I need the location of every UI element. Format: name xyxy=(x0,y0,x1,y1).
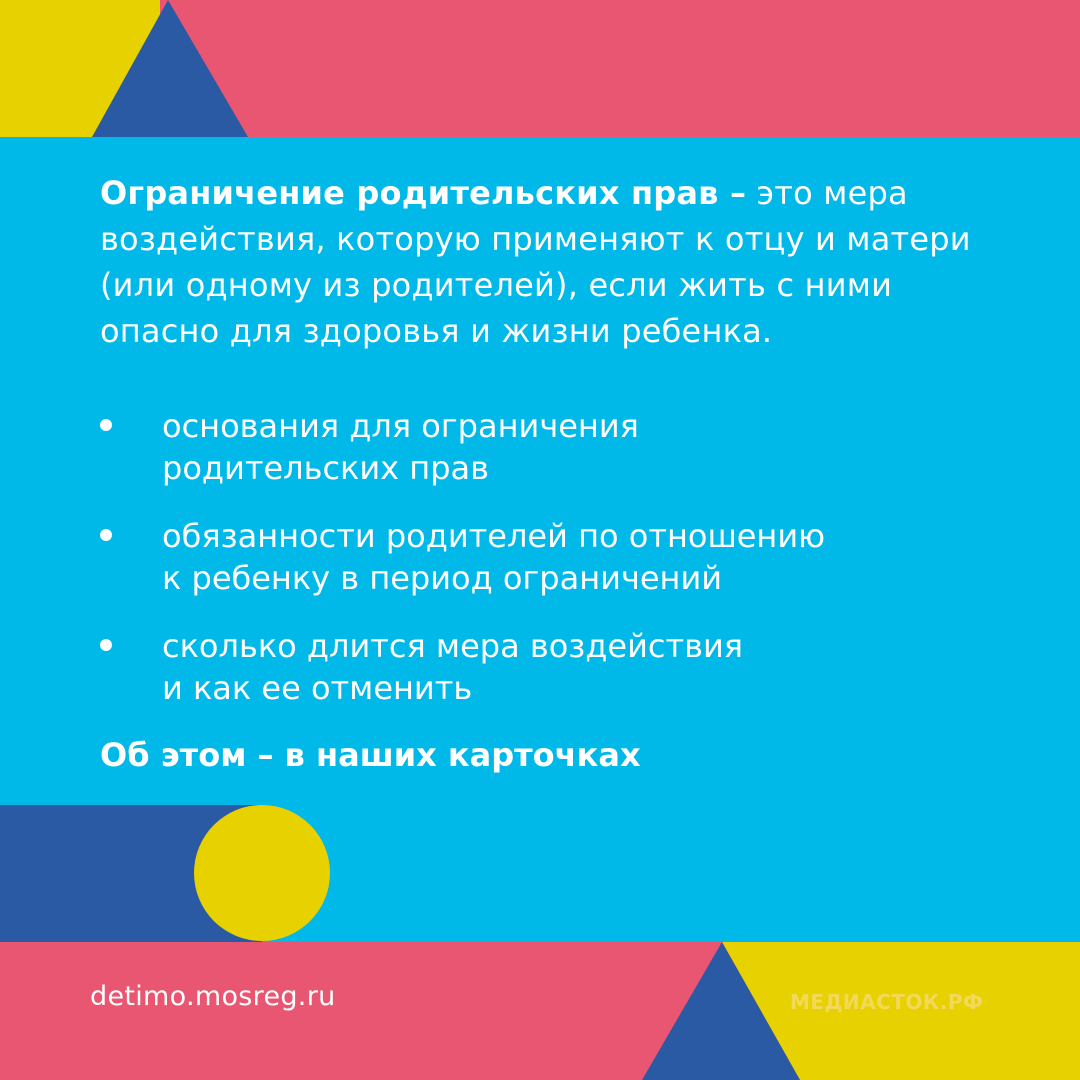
bullet-dot xyxy=(100,639,112,651)
bullet-text: обязанности родителей по отношению к ребенку в период ограничений xyxy=(162,517,826,597)
yellow-circle xyxy=(194,805,330,941)
intro-bold-term: Ограничение родительских прав – xyxy=(100,174,747,212)
bullet-text: основания для ограничения родительских прав xyxy=(162,407,639,487)
bullet-dot xyxy=(100,529,112,541)
site-url[interactable]: detimo.mosreg.ru xyxy=(90,981,336,1012)
intro-definition: это мера воздействия, которую применяют к отцу и матери (или одному из родителей), если жить с ними опасно для здоровья и жизни ребенка. xyxy=(100,174,971,350)
outro-text: Об этом – в наших карточках xyxy=(100,736,641,774)
bullet-text: сколько длится мера воздействия и как ее отменить xyxy=(162,627,744,707)
top-pink-block xyxy=(160,0,1080,137)
bullet-dot xyxy=(100,419,112,431)
brand-logo-text: МЕДИАСТОК.РФ xyxy=(790,990,984,1014)
intro-paragraph xyxy=(100,170,1000,354)
